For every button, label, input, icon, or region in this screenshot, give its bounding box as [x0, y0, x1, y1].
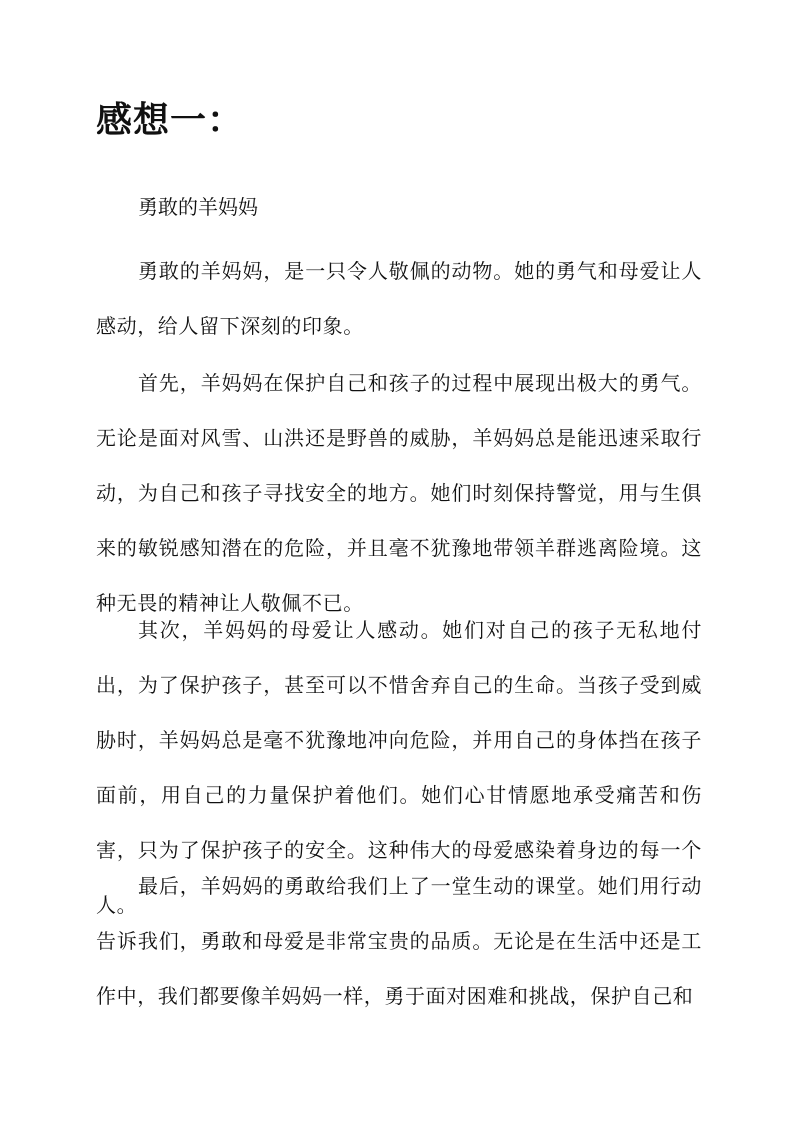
paragraph-maternal-love: 其次，羊妈妈的母爱让人感动。她们对自己的孩子无私地付出，为了保护孩子，甚至可以不惜舍弃自己的生命。当孩子受到威胁时，羊妈妈总是毫不犹豫地冲向危险，并用自己的身体挡在孩子面前，用自己的力量保护着他们。她们心甘情愿地承受痛苦和伤害，只为了保护孩子的安全。这种伟大的母爱感染着身边的每一个人。 [96, 618, 702, 917]
section-heading: 感想一： [96, 99, 245, 141]
paragraph-courage: 首先，羊妈妈在保护自己和孩子的过程中展现出极大的勇气。无论是面对风雪、山洪还是野兽的威胁，羊妈妈总是能迅速采取行动，为自己和孩子寻找安全的地方。她们时刻保持警觉，用与生俱来的敏锐感知潜在的危险，并且毫不犹豫地带领羊群逃离险境。这种无畏的精神让人敬佩不已。 [96, 371, 702, 615]
paragraph-intro: 勇敢的羊妈妈，是一只令人敬佩的动物。她的勇气和母爱让人感动，给人留下深刻的印象。 [96, 259, 702, 338]
paragraph-lesson: 最后，羊妈妈的勇敢给我们上了一堂生动的课堂。她们用行动告诉我们，勇敢和母爱是非常宝贵的品质。无论是在生活中还是工作中，我们都要像羊妈妈一样，勇于面对困难和挑战，保护自己和 [96, 874, 702, 1008]
essay-title: 勇敢的羊妈妈 [138, 195, 258, 219]
